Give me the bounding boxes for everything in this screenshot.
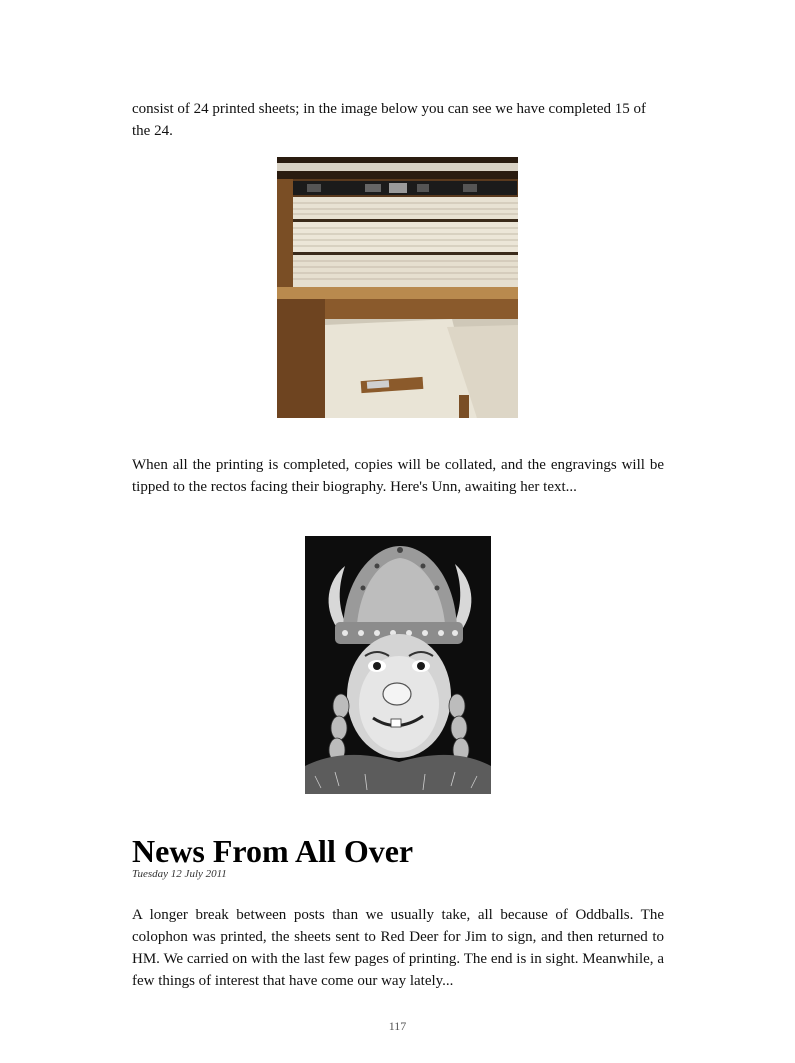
collating-paragraph: When all the printing is completed, copies will be collated, and the engravings will be tipped to the rectos facing their biography. Here's Unn, awaiting her text... <box>132 457 664 495</box>
post-date: Tuesday 12 July 2011 <box>132 868 227 880</box>
news-paragraph: A longer break between posts than we usually take, all because of Oddballs. The colophon was printed, the sheets sent to Red Deer for Jim to sign, and then returned to HM. We carried on with the last few pages of printing. The end is in sight. Meanwhile, a few things of interest that have come our way lately... <box>132 907 664 989</box>
printed-sheets-photo <box>277 157 518 418</box>
post-title: News From All Over <box>132 833 414 869</box>
intro-paragraph: consist of 24 printed sheets; in the image below you can see we have completed 15 of the 24. <box>132 101 647 139</box>
viking-engraving <box>305 536 491 794</box>
page-number: 117 <box>388 1019 407 1033</box>
